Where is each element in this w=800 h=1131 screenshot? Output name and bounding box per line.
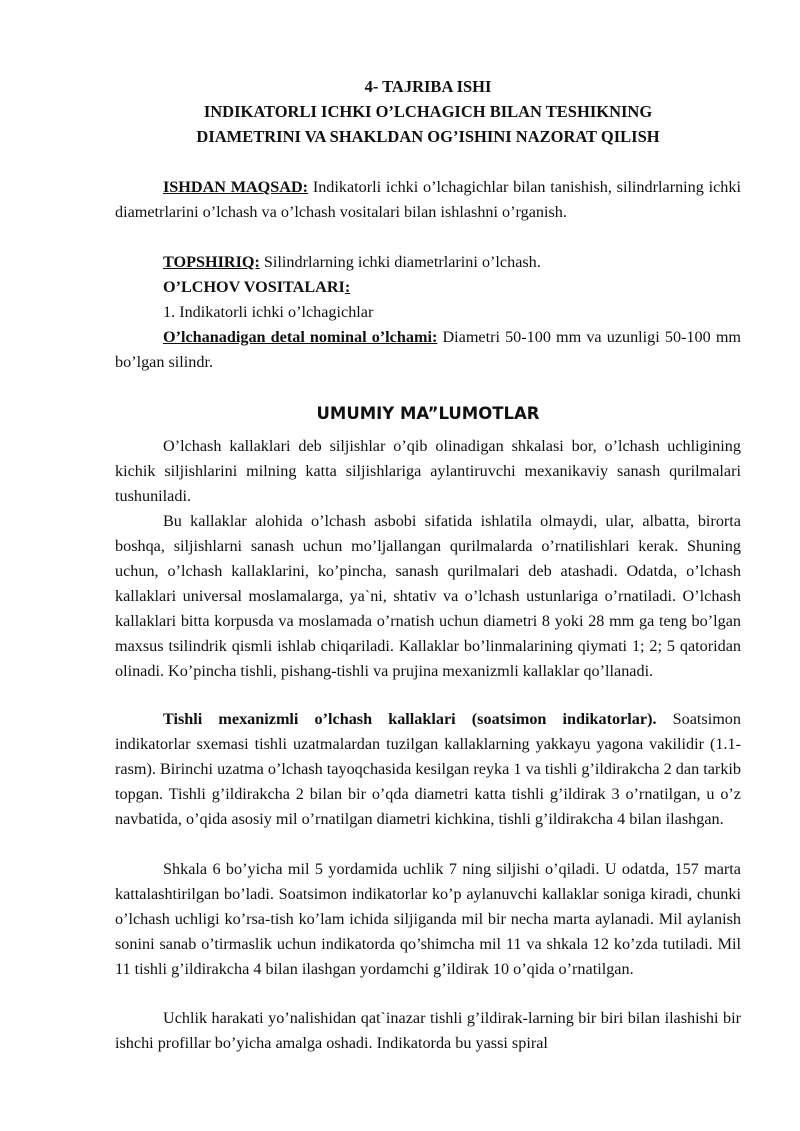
paragraph-5: Uchlik harakati yo’nalishidan qat`inazar tishli g’ildirak-larning bir biri bilan ilashishi bir ishchi profillar bo’yicha amalga oshadi. Indikatorda bu yassi spiral bbox=[115, 1009, 741, 1052]
detail-label: O’lchanadigan detal nominal o’lchami: bbox=[163, 328, 438, 346]
goal-label: ISHDAN MAQSAD: bbox=[163, 178, 309, 196]
paragraph-3-bold: Tishli mexanizmli o’lchash kallaklari (soatsimon indikatorlar). bbox=[163, 710, 657, 728]
detail-text: Diametri 50-100 mm va uzunligi 50-100 mm bo’lgan silindr. bbox=[115, 328, 742, 371]
paragraph-3 bbox=[115, 707, 741, 832]
lab-title-line-2: DIAMETRINI VA SHAKLDAN OG’ISHINI NAZORAT QILISH bbox=[196, 127, 660, 146]
task-text: Silindrlarning ichki diametrlarini o’lchash. bbox=[259, 253, 541, 271]
tools-label-colon: : bbox=[344, 278, 351, 296]
paragraph-2: Bu kallaklar alohida o’lchash asbobi sifatida ishlatila olmaydi, ular, albatta, birorta boshqa, siljishlarni sanash uchun mo’ljallangan qurilmalarda o’rnatilishlari kerak. Shuning uchun, o’lchash kallaklarini, ko’pincha, sanash qurilmalari deb atashadi. Odatda, o’lchash kallaklari universal moslamalarga, ya`ni, shtativ va o’lchash ustunlariga o’rnatiladi. O’lchash kallaklari bitta korpusda va moslamada o’rnatish uchun diametri 8 yoki 28 mm ga teng bo’lgan maxsus tsilindrik qismli ishlab chiqariladi. Kallaklar bo’linmalarining qiymati 1; 2; 5 qatoridan olinadi. Ko’pincha tishli, pishang-tishli va prujina mexanizmli kallaklar qo’llanadi. bbox=[115, 512, 741, 680]
task-label: TOPSHIRIQ: bbox=[163, 253, 260, 271]
detail-paragraph bbox=[115, 325, 741, 375]
paragraph-4: Shkala 6 bo’yicha mil 5 yordamida uchlik 7 ning siljishi o’qiladi. U odatda, 157 marta kattalashtirilgan bo’ladi. Soatsimon indikatorlar ko’p aylanuvchi kallaklar soniga kiradi, chunki o’lchash uchligi ko’rsa-tish ko’lam ichida siljiganda mil bir necha marta aylanadi. Mil aylanish sonini sanab o’tirmaslik uchun indikatorda qo’shimcha mil 11 va shkala 12 ko’zda tutiladi. Mil 11 tishli g’ildirakcha 4 bilan ilashgan yordamchi g’ildirak 10 o’qida o’rnatilgan. bbox=[115, 860, 741, 978]
paragraph-1: O’lchash kallaklari deb siljishlar o’qib olinadigan shkalasi bor, o’lchash uchligining kichik siljishlarini milning katta siljishlariga aylantiruvchi mexanikaviy sanash qurilmalari tushuniladi. bbox=[115, 437, 741, 505]
paragraph-3-text: Soatsimon indikatorlar sxemasi tishli uzatmalardan tuzilgan kallaklarning yakkayu yagona vakilidir (1.1-rasm). Birinchi uzatma o’lchash tayoqchasida kesilgan reyka 1 va tishli g’ildirakcha 2 dan tarkib topgan. Tishli g’ildirakcha 2 bilan bir o’qda diametri katta tishli g’ildirak 3 o’rnatilgan, u o’z navbatida, o’qida asosiy mil o’rnatilgan diametri kichkina, tishli g’ildirakcha 4 bilan ilashgan. bbox=[115, 710, 741, 828]
goal-text: Indikatorli ichki o’lchagichlar bilan tanishish, silindrlarning ichki diametrlarini o’lchash va o’lchash vositalari bilan ishlashni o’rganish. bbox=[115, 178, 741, 221]
tools-label: O’LCHOV VOSITALARI bbox=[163, 278, 345, 296]
tools-heading bbox=[163, 275, 350, 300]
task-line bbox=[163, 250, 541, 275]
lab-title-line-1: INDIKATORLI ICHKI O’LCHAGICH BILAN TESHIKNING bbox=[203, 102, 653, 121]
lab-number-title: 4- TAJRIBA ISHI bbox=[364, 77, 492, 96]
tools-item-1: 1. Indikatorli ichki o’lchagichlar bbox=[163, 303, 374, 321]
section-heading: UMUMIY MA”LUMOTLAR bbox=[316, 404, 540, 423]
goal-paragraph bbox=[115, 175, 741, 225]
